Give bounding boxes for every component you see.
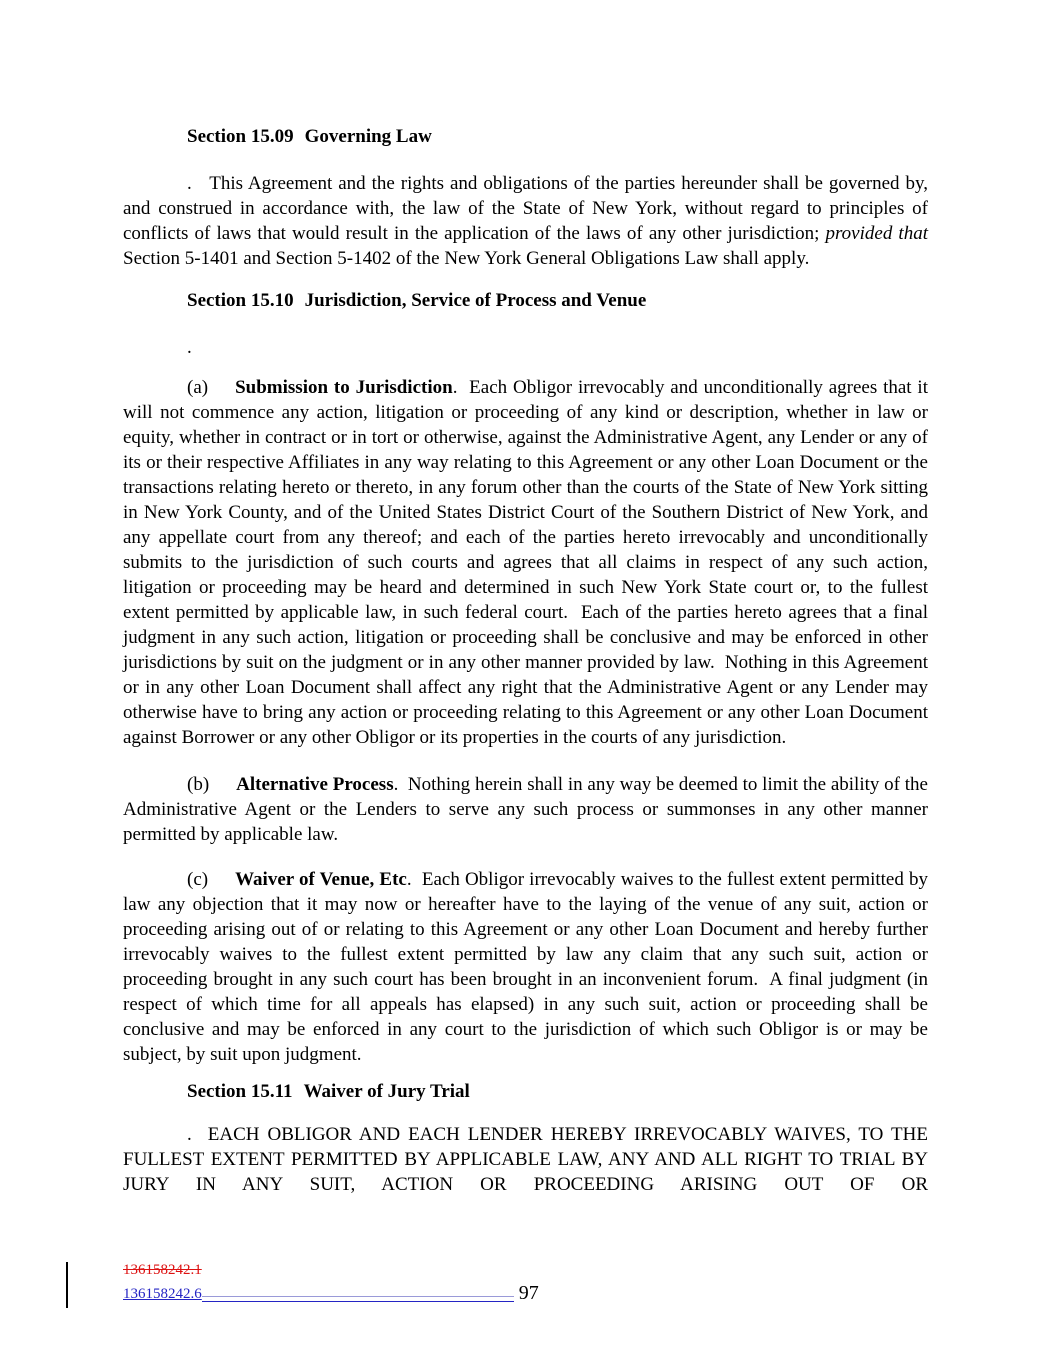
paragraph-lead: . This Agreement and the rights and obligations of the parties hereunder shall be governed by, and construed in accordance with, the law of the State of New York, without regard to principles of conflicts of laws that would result in the application of the laws of any other jurisdiction; <box>123 173 933 244</box>
run-body-caps: . EACH OBLIGOR AND EACH LENDER HEREBY IRREVOCABLY WAIVES, TO THE FULLEST EXTENT PERMITTED BY APPLICABLE LAW, ANY AND ALL RIGHT TO TRIAL BY JURY IN ANY SUIT, ACTION OR PROCEEDING ARISING OUT OF OR <box>123 1124 933 1195</box>
run-label-bold: Alternative Process <box>236 774 394 795</box>
run-label-bold: Submission to Jurisdiction <box>235 377 453 398</box>
run-label-bold: Waiver of Venue, Etc <box>235 869 407 890</box>
paragraph-submission-to-jurisdiction <box>123 375 933 750</box>
doc-id-deleted: 136158242.1 <box>123 1262 202 1278</box>
section-number: Section 15.11 <box>187 1081 293 1102</box>
run-body: . Each Obligor irrevocably and unconditionally agrees that it will not commence any action, litigation or proceeding of any kind or description, whether in law or equity, whether in contract or in tort or otherwise, against the Administrative Agent, any Lender or any of its or their respective Affiliates in any way relating to this Agreement or any other Loan Document or the transactions relating hereto or thereto, in any forum other than the courts of the State of New York sitting in New York County, and of the United States District Court of the Southern District of New York, and any appellate court from any thereof; and each of the parties hereto irrevocably and unconditionally submits to the jurisdiction of such courts and agrees that all claims in respect of any such action, litigation or proceeding may be heard and determined in such New York State court or, to the fullest extent permitted by applicable law, in such federal court. Each of the parties hereto agrees that a final judgment in any such action, litigation or proceeding shall be conclusive and may be enforced in other jurisdictions by suit on the judgment or in any other manner provided by law. Nothing in this Agreement or in any other Loan Document shall affect any right that the Administrative Agent or any Lender may otherwise have to bring any action or proceeding relating to this Agreement or any other Loan Document against Borrower or any other Obligor or its properties in the courts of any jurisdiction. <box>123 377 933 748</box>
list-marker-c: (c) <box>187 869 209 890</box>
page-number: 97 <box>518 1282 539 1304</box>
section-number: Section 15.10 <box>187 290 294 311</box>
section-heading-15-09 <box>123 124 928 149</box>
insertion-underline <box>202 1296 514 1302</box>
section-title: Governing Law <box>304 126 432 147</box>
paragraph-governing-law <box>123 171 933 271</box>
lone-period: . <box>187 337 192 358</box>
paragraph-tail: Section 5-1401 and Section 5-1402 of the New York General Obligations Law shall apply. <box>123 223 933 269</box>
section-number: Section 15.09 <box>187 126 294 147</box>
list-marker-b: (b) <box>187 774 210 795</box>
revision-change-bar <box>66 1262 68 1308</box>
footer <box>123 1260 928 1305</box>
paragraph-waiver-of-venue <box>123 867 933 1067</box>
doc-id-inserted: 136158242.6 <box>123 1286 202 1302</box>
list-marker-a: (a) <box>187 377 209 398</box>
italic-provided-that: provided that <box>825 223 928 244</box>
paragraph-alternative-process <box>123 772 933 847</box>
footer-row <box>123 1282 928 1305</box>
paragraph-lone-period <box>123 335 928 360</box>
run-body: . Each Obligor irrevocably waives to the fullest extent permitted by law any objection that it may now or hereafter have to the laying of the venue of any suit, action or proceeding arising out of or relating to this Agreement or any other Loan Document and hereby further irrevocably waives to the fullest extent permitted by law any claim that any such suit, action or proceeding brought in any such court has been brought in an inconvenient forum. A final judgment (in respect of which time for all appeals has elapsed) in any such suit, action or proceeding shall be conclusive and may be enforced in any court to the jurisdiction of which such Obligor is or may be subject, by suit upon judgment. <box>123 869 933 1065</box>
section-title: Jurisdiction, Service of Process and Venue <box>304 290 647 311</box>
section-heading-15-11 <box>123 1079 928 1104</box>
paragraph-jury-trial-waiver <box>123 1122 933 1197</box>
section-title: Waiver of Jury Trial <box>303 1081 470 1102</box>
section-heading-15-10 <box>123 288 928 313</box>
run-body: . Nothing herein shall in any way be deemed to limit the ability of the Administrative Agent or the Lenders to serve any such process or summonses in any other manner permitted by applicable law. <box>123 774 933 845</box>
